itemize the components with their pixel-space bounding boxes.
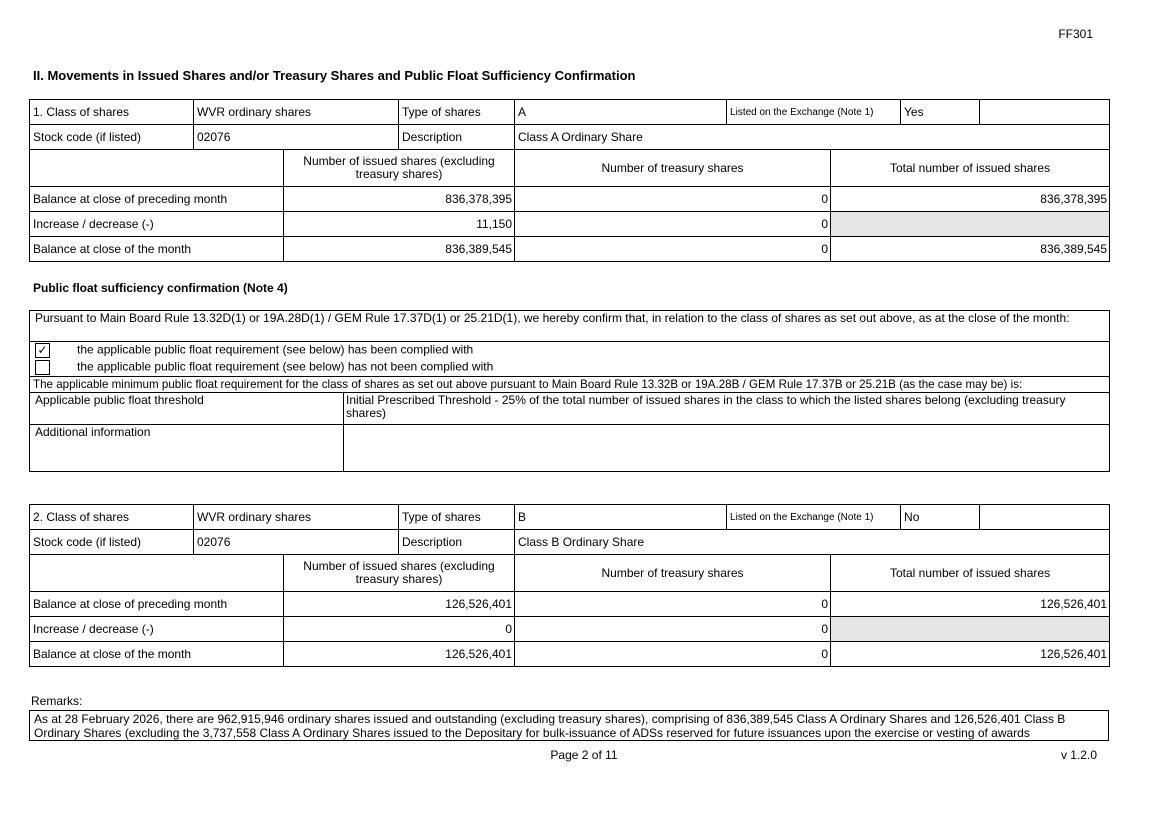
preceding-issued: 126,526,401 (284, 592, 515, 617)
col-treasury-header: Number of treasury shares (515, 150, 831, 187)
threshold-value: Initial Prescribed Threshold - 25% of the total number of issued shares in the class to which the listed shares belong (excluding treasury shares) (344, 393, 1110, 425)
row-label-change: Increase / decrease (-) (30, 212, 284, 237)
row-label-preceding: Balance at close of preceding month (30, 187, 284, 212)
preceding-total: 126,526,401 (831, 592, 1110, 617)
complied-checkbox[interactable]: ✓ (35, 343, 50, 358)
change-total-shaded (831, 212, 1110, 237)
description-label: Description (399, 530, 515, 555)
option-not-complied-label: the applicable public float requirement (see below) has not been complied with (77, 359, 494, 374)
row-label-close: Balance at close of the month (30, 237, 284, 262)
preceding-treasury: 0 (515, 187, 831, 212)
stock-code-value: 02076 (194, 125, 399, 150)
page-number: Page 2 of 11 (550, 748, 618, 762)
remarks-text: As at 28 February 2026, there are 962,915,946 ordinary shares issued and outstanding (excluding treasury shares), comprising of 836,389,545 Class A Ordinary Shares and 126,526,401 Class B Ordinary Shares (excluding the 3,737,558 Class A Ordinary Shares issued to the Depositary for bulk-issuance of ADSs reserved for future issuances upon the exercise or vesting of awards (29, 710, 1109, 741)
close-issued: 126,526,401 (284, 642, 515, 667)
blank-cell (980, 505, 1110, 530)
class-name: WVR ordinary shares (194, 100, 399, 125)
preceding-treasury: 0 (515, 592, 831, 617)
listed-value: Yes (901, 100, 980, 125)
listed-value: No (901, 505, 980, 530)
preceding-total: 836,378,395 (831, 187, 1110, 212)
option-not-complied-row (30, 359, 1110, 377)
row-label-change: Increase / decrease (-) (30, 617, 284, 642)
close-treasury: 0 (515, 237, 831, 262)
type-value: B (515, 505, 727, 530)
threshold-label: Applicable public float threshold (30, 393, 344, 425)
blank-header (30, 555, 284, 592)
class2-table (29, 504, 1110, 667)
listed-label: Listed on the Exchange (Note 1) (727, 100, 901, 125)
col-total-header: Total number of issued shares (831, 555, 1110, 592)
close-treasury: 0 (515, 642, 831, 667)
stock-code-value: 02076 (194, 530, 399, 555)
description-value: Class A Ordinary Share (515, 125, 1110, 150)
form-code: FF301 (1058, 27, 1093, 41)
version-label: v 1.2.0 (1060, 748, 1097, 762)
stock-code-label: Stock code (if listed) (30, 530, 194, 555)
requirement-text: The applicable minimum public float requirement for the class of shares as set out above pursuant to Main Board Rule 13.32B or 19A.28B / GEM Rule 17.37B or 25.21B (as the case may be) is: (30, 377, 1110, 393)
col-issued-header: Number of issued shares (excluding treasury shares) (284, 555, 515, 592)
public-float-intro: Pursuant to Main Board Rule 13.32D(1) or 19A.28D(1) / GEM Rule 17.37D(1) or 25.21D(1), we hereby confirm that, in relation to the class of shares as set out above, as at the close of the month: (30, 311, 1110, 342)
description-label: Description (399, 125, 515, 150)
change-issued: 0 (284, 617, 515, 642)
col-total-header: Total number of issued shares (831, 150, 1110, 187)
change-issued: 11,150 (284, 212, 515, 237)
close-issued: 836,389,545 (284, 237, 515, 262)
change-total-shaded (831, 617, 1110, 642)
class1-table (29, 99, 1110, 262)
section-title: II. Movements in Issued Shares and/or Treasury Shares and Public Float Sufficiency Confirmation (33, 68, 636, 83)
stock-code-label: Stock code (if listed) (30, 125, 194, 150)
change-treasury: 0 (515, 617, 831, 642)
additional-info-label: Additional information (30, 425, 344, 472)
col-treasury-header: Number of treasury shares (515, 555, 831, 592)
blank-header (30, 150, 284, 187)
col-issued-header: Number of issued shares (excluding treasury shares) (284, 150, 515, 187)
class-label: 2. Class of shares (30, 505, 194, 530)
class-label: 1. Class of shares (30, 100, 194, 125)
description-value: Class B Ordinary Share (515, 530, 1110, 555)
class-name: WVR ordinary shares (194, 505, 399, 530)
row-label-preceding: Balance at close of preceding month (30, 592, 284, 617)
blank-cell (980, 100, 1110, 125)
additional-info-value (344, 425, 1110, 472)
preceding-issued: 836,378,395 (284, 187, 515, 212)
not-complied-checkbox[interactable] (35, 360, 50, 375)
change-treasury: 0 (515, 212, 831, 237)
listed-label: Listed on the Exchange (Note 1) (727, 505, 901, 530)
option-complied-label: the applicable public float requirement (see below) has been complied with (77, 342, 474, 357)
public-float-title: Public float sufficiency confirmation (Note 4) (33, 281, 288, 295)
option-complied-row (30, 342, 1110, 360)
public-float-table (29, 310, 1110, 472)
close-total: 126,526,401 (831, 642, 1110, 667)
close-total: 836,389,545 (831, 237, 1110, 262)
remarks-label: Remarks: (31, 694, 83, 708)
type-value: A (515, 100, 727, 125)
type-label: Type of shares (399, 505, 515, 530)
row-label-close: Balance at close of the month (30, 642, 284, 667)
type-label: Type of shares (399, 100, 515, 125)
